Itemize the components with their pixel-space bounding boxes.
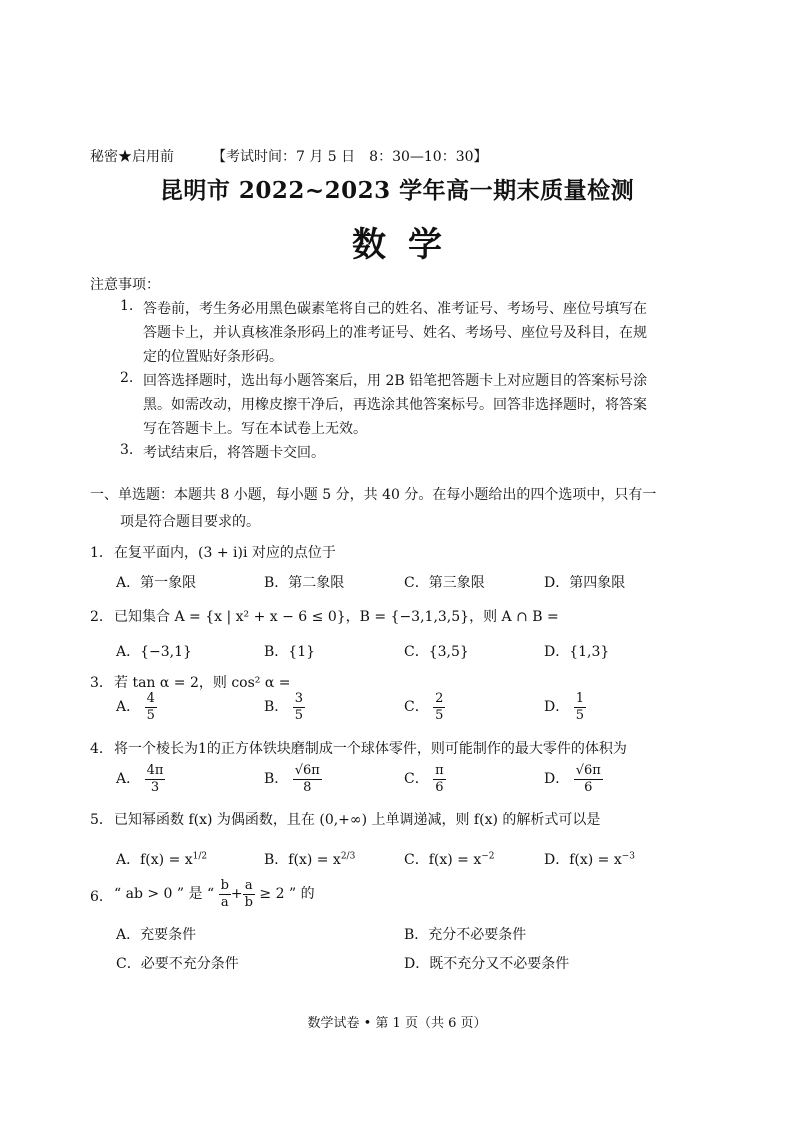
q5-d-base: f(x) = x: [569, 852, 622, 868]
notice-3-number: 3.: [120, 442, 134, 458]
q4-option-a-label: A．: [116, 771, 141, 788]
q2-stem: 已知集合 A = {x | x² + x − 6 ≤ 0}，B = {−3,1,3,5}，则 A ∩ B =: [114, 609, 559, 625]
q6-stem: [114, 879, 315, 909]
q6-frac2-denominator: b: [244, 894, 253, 910]
q5-number: 5．: [90, 812, 113, 828]
q3-option-d-fraction: [574, 692, 586, 722]
notice-3-line-1: 考试结束后，将答题卡交回。: [143, 445, 325, 461]
q5-b-exponent: 2/3: [340, 851, 356, 862]
q5-option-d: [544, 849, 635, 869]
q1-option-c: C．第三象限: [404, 575, 485, 591]
q4-option-c: [404, 764, 446, 794]
q4-number: 4．: [90, 741, 113, 757]
page-footer: 数学试卷 • 第 1 页（共 6 页）: [307, 1016, 487, 1031]
notice-1-line-2: 答题卡上，并认真核准条形码上的准考证号、姓名、考场号、座位号及科目，在规: [143, 325, 647, 341]
q3-option-c-label: C．: [404, 699, 429, 716]
q4-option-d-fraction: [574, 764, 603, 794]
q6-stem-suffix: ≥ 2 ” 的: [259, 886, 315, 903]
q6-frac2-numerator: a: [244, 878, 253, 893]
exam-time: 【考试时间：7 月 5 日 8：30—10：30】: [212, 149, 488, 165]
q5-stem: 已知幂函数 f(x) 为偶函数，且在 (0,+∞) 上单调递减，则 f(x) 的解析式可以是: [114, 812, 601, 828]
q3-option-c: [404, 692, 445, 722]
q2-option-d: D．{1,3}: [544, 644, 610, 660]
q3-d-numerator: 1: [575, 691, 584, 706]
q4-option-c-label: C．: [404, 771, 429, 788]
q3-option-b-label: B．: [264, 699, 289, 716]
q6-fraction-a-over-b: [243, 879, 255, 909]
q3-option-c-fraction: [433, 692, 445, 722]
q2-option-c: C．{3,5}: [404, 644, 469, 660]
q5-b-base: f(x) = x: [288, 852, 341, 868]
confidential-label: 秘密★启用前: [90, 149, 174, 165]
q6-option-c: C．必要不充分条件: [116, 956, 239, 972]
q4-option-d-label: D．: [544, 771, 570, 788]
q3-option-a: [116, 692, 157, 722]
q3-d-denominator: 5: [575, 707, 584, 723]
q3-b-denominator: 5: [294, 707, 304, 723]
q4-a-denominator: 3: [150, 779, 160, 795]
q4-c-denominator: 6: [435, 779, 444, 795]
q1-option-a: A．第一象限: [116, 575, 197, 591]
q5-option-c-label: C．: [404, 852, 429, 868]
q1-stem: 在复平面内，(3 + i)i 对应的点位于: [114, 545, 336, 561]
q1-option-b: B．第二象限: [264, 575, 345, 591]
q3-c-denominator: 5: [435, 707, 444, 723]
q5-c-base: f(x) = x: [428, 852, 482, 868]
q4-a-numerator: 4π: [146, 763, 164, 778]
notice-1-line-3: 定的位置贴好条形码。: [143, 349, 283, 365]
section-heading-line-2: 项是符合题目要求的。: [120, 514, 260, 530]
q3-option-b: [264, 692, 305, 722]
q2-number: 2．: [90, 609, 113, 625]
q6-frac1-numerator: b: [220, 878, 229, 893]
q5-option-a: [116, 849, 207, 869]
q1-option-d: D．第四象限: [544, 575, 626, 591]
q3-option-a-fraction: [145, 692, 157, 722]
q3-option-b-fraction: [293, 692, 305, 722]
q6-fraction-b-over-a: [219, 879, 231, 909]
q3-a-numerator: 4: [146, 691, 155, 706]
q3-option-d-label: D．: [544, 699, 570, 716]
q4-b-denominator: 8: [303, 779, 312, 795]
notice-2-line-3: 写在答题卡上。写在本试卷上无效。: [143, 421, 367, 437]
q4-b-numerator: √6π: [294, 763, 320, 778]
q6-frac1-denominator: a: [220, 894, 229, 910]
q6-option-a: A．充要条件: [116, 927, 197, 943]
q5-d-exponent: −3: [621, 851, 636, 862]
q3-number: 3．: [90, 675, 113, 691]
q6-option-d: D．既不充分又不必要条件: [404, 956, 570, 972]
q4-option-b-fraction: [293, 764, 322, 794]
q5-option-c: [404, 849, 495, 869]
q3-b-numerator: 3: [294, 691, 304, 706]
q4-option-b-label: B．: [264, 771, 289, 788]
q4-stem: 将一个棱长为1的正方体铁块磨制成一个球体零件，则可能制作的最大零件的体积为: [114, 741, 627, 757]
notice-1-number: 1.: [120, 298, 134, 314]
q4-option-a-fraction: [145, 764, 166, 794]
q4-c-numerator: π: [435, 763, 444, 778]
q4-d-denominator: 6: [584, 779, 593, 795]
q3-option-d: [544, 692, 586, 722]
q5-option-b-label: B．: [264, 852, 289, 868]
q5-a-exponent: 1/2: [192, 851, 208, 862]
q2-option-a: A．{−3,1}: [116, 644, 192, 660]
q6-option-b: B．充分不必要条件: [404, 927, 527, 943]
q5-option-a-label: A．: [116, 852, 141, 868]
q4-option-a: [116, 764, 165, 794]
subject-title: 数学: [352, 225, 464, 265]
q3-c-numerator: 2: [435, 691, 444, 706]
q4-d-numerator: √6π: [575, 763, 601, 778]
q3-a-denominator: 5: [146, 707, 155, 723]
q6-number: 6．: [90, 889, 113, 905]
q3-option-a-label: A．: [116, 699, 141, 716]
q3-stem: 若 tan α = 2，则 cos² α =: [114, 675, 291, 691]
q4-option-d: [544, 764, 603, 794]
q6-stem-prefix: “ ab > 0 ” 是 “: [114, 886, 215, 903]
q4-option-c-fraction: [433, 764, 446, 794]
section-heading-line-1: 一、单选题：本题共 8 小题，每小题 5 分，共 40 分。在每小题给出的四个选项中，只有一: [90, 487, 657, 503]
q5-c-exponent: −2: [481, 851, 495, 862]
notice-2-number: 2.: [120, 370, 134, 386]
notice-heading: 注意事项：: [90, 277, 160, 293]
notice-1-line-1: 答卷前，考生务必用黑色碳素笔将自己的姓名、准考证号、考场号、座位号填写在: [143, 301, 647, 317]
q1-number: 1．: [90, 545, 113, 561]
notice-2-line-2: 黑。如需改动，用橡皮擦干净后，再选涂其他答案标号。回答非选择题时，将答案: [143, 397, 647, 413]
exam-title: 昆明市 2022~2023 学年高一期末质量检测: [159, 177, 635, 204]
q5-option-d-label: D．: [544, 852, 570, 868]
q5-a-base: f(x) = x: [140, 852, 193, 868]
q6-plus: +: [230, 886, 243, 903]
q2-option-b: B．{1}: [264, 644, 316, 660]
q4-option-b: [264, 764, 322, 794]
notice-2-line-1: 回答选择题时，选出每小题答案后，用 2B 铅笔把答题卡上对应题目的答案标号涂: [143, 373, 648, 389]
q5-option-b: [264, 849, 355, 869]
